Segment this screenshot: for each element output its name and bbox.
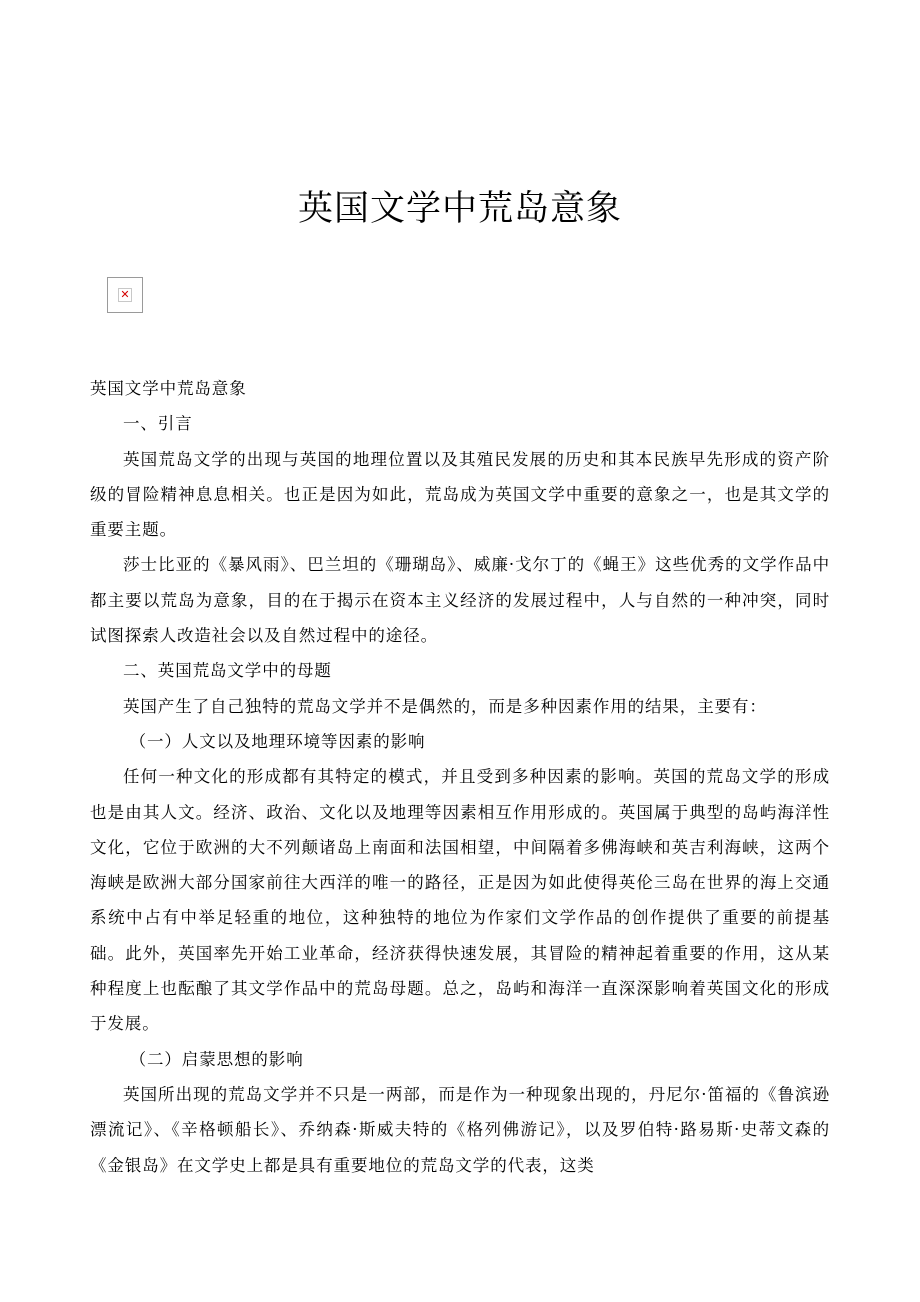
subsection-heading-1: （一）人文以及地理环境等因素的影响 [129, 731, 426, 751]
subsection-heading-2: （二）启蒙思想的影响 [129, 1049, 304, 1069]
paragraph: 任何一种文化的形成都有其特定的模式，并且受到多种因素的影响。英国的荒岛文学的形成也是由其人文。经济、政治、文化以及地理等因素相互作用形成的。英国属于典型的岛屿海洋性文化，它位于欧洲的大不列颠诸岛上南面和法国相望，中间隔着多佛海峡和英吉利海峡，这两个海峡是欧洲大部分国家前往大西洋的唯一的路径，正是因为如此使得英伦三岛在世界的海上交通系统中占有中举足轻重的地位，这种独特的地位为作家们文学作品的创作提供了重要的前提基础。此外，英国率先开始工业革命，经济获得快速发展，其冒险的精神起着重要的作用，这从某种程度上也酝酿了其文学作品中的荒岛母题。总之，岛屿和海洋一直深深影响着英国文化的形成于发展。 [90, 767, 830, 1034]
document-title: 英国文学中荒岛意象 [297, 189, 622, 229]
document-body [90, 371, 830, 1183]
paragraph: 英国产生了自己独特的荒岛文学并不是偶然的，而是多种因素作用的结果，主要有： [123, 696, 767, 716]
paragraph: 英国荒岛文学的出现与英国的地理位置以及其殖民发展的历史和其本民族早先形成的资产阶级的冒险精神息息相关。也正是因为如此，荒岛成为英国文学中重要的意象之一，也是其文学的重要主题。 [90, 449, 830, 540]
broken-image-icon: ✕ [118, 288, 132, 302]
image-placeholder [107, 277, 143, 313]
section-heading-intro: 一、引言 [123, 414, 193, 434]
paragraph: 莎士比亚的《暴风雨》、巴兰坦的《珊瑚岛》、威廉·戈尔丁的《蝇王》这些优秀的文学作品中都主要以荒岛为意象，目的在于揭示在资本主义经济的发展过程中，人与自然的一种冲突，同时试图探索人改造社会以及自然过程中的途径。 [90, 555, 830, 646]
paragraph-heading-repeat: 英国文学中荒岛意象 [90, 379, 247, 398]
paragraph: 英国所出现的荒岛文学并不只是一两部，而是作为一种现象出现的，丹尼尔·笛福的《鲁滨逊漂流记》、《辛格顿船长》、乔纳森·斯威夫特的《格列佛游记》，以及罗伯特·路易斯·史蒂文森的《金银岛》在文学史上都是具有重要地位的荒岛文学的代表，这类 [90, 1084, 831, 1175]
section-heading-motif: 二、英国荒岛文学中的母题 [123, 661, 332, 681]
